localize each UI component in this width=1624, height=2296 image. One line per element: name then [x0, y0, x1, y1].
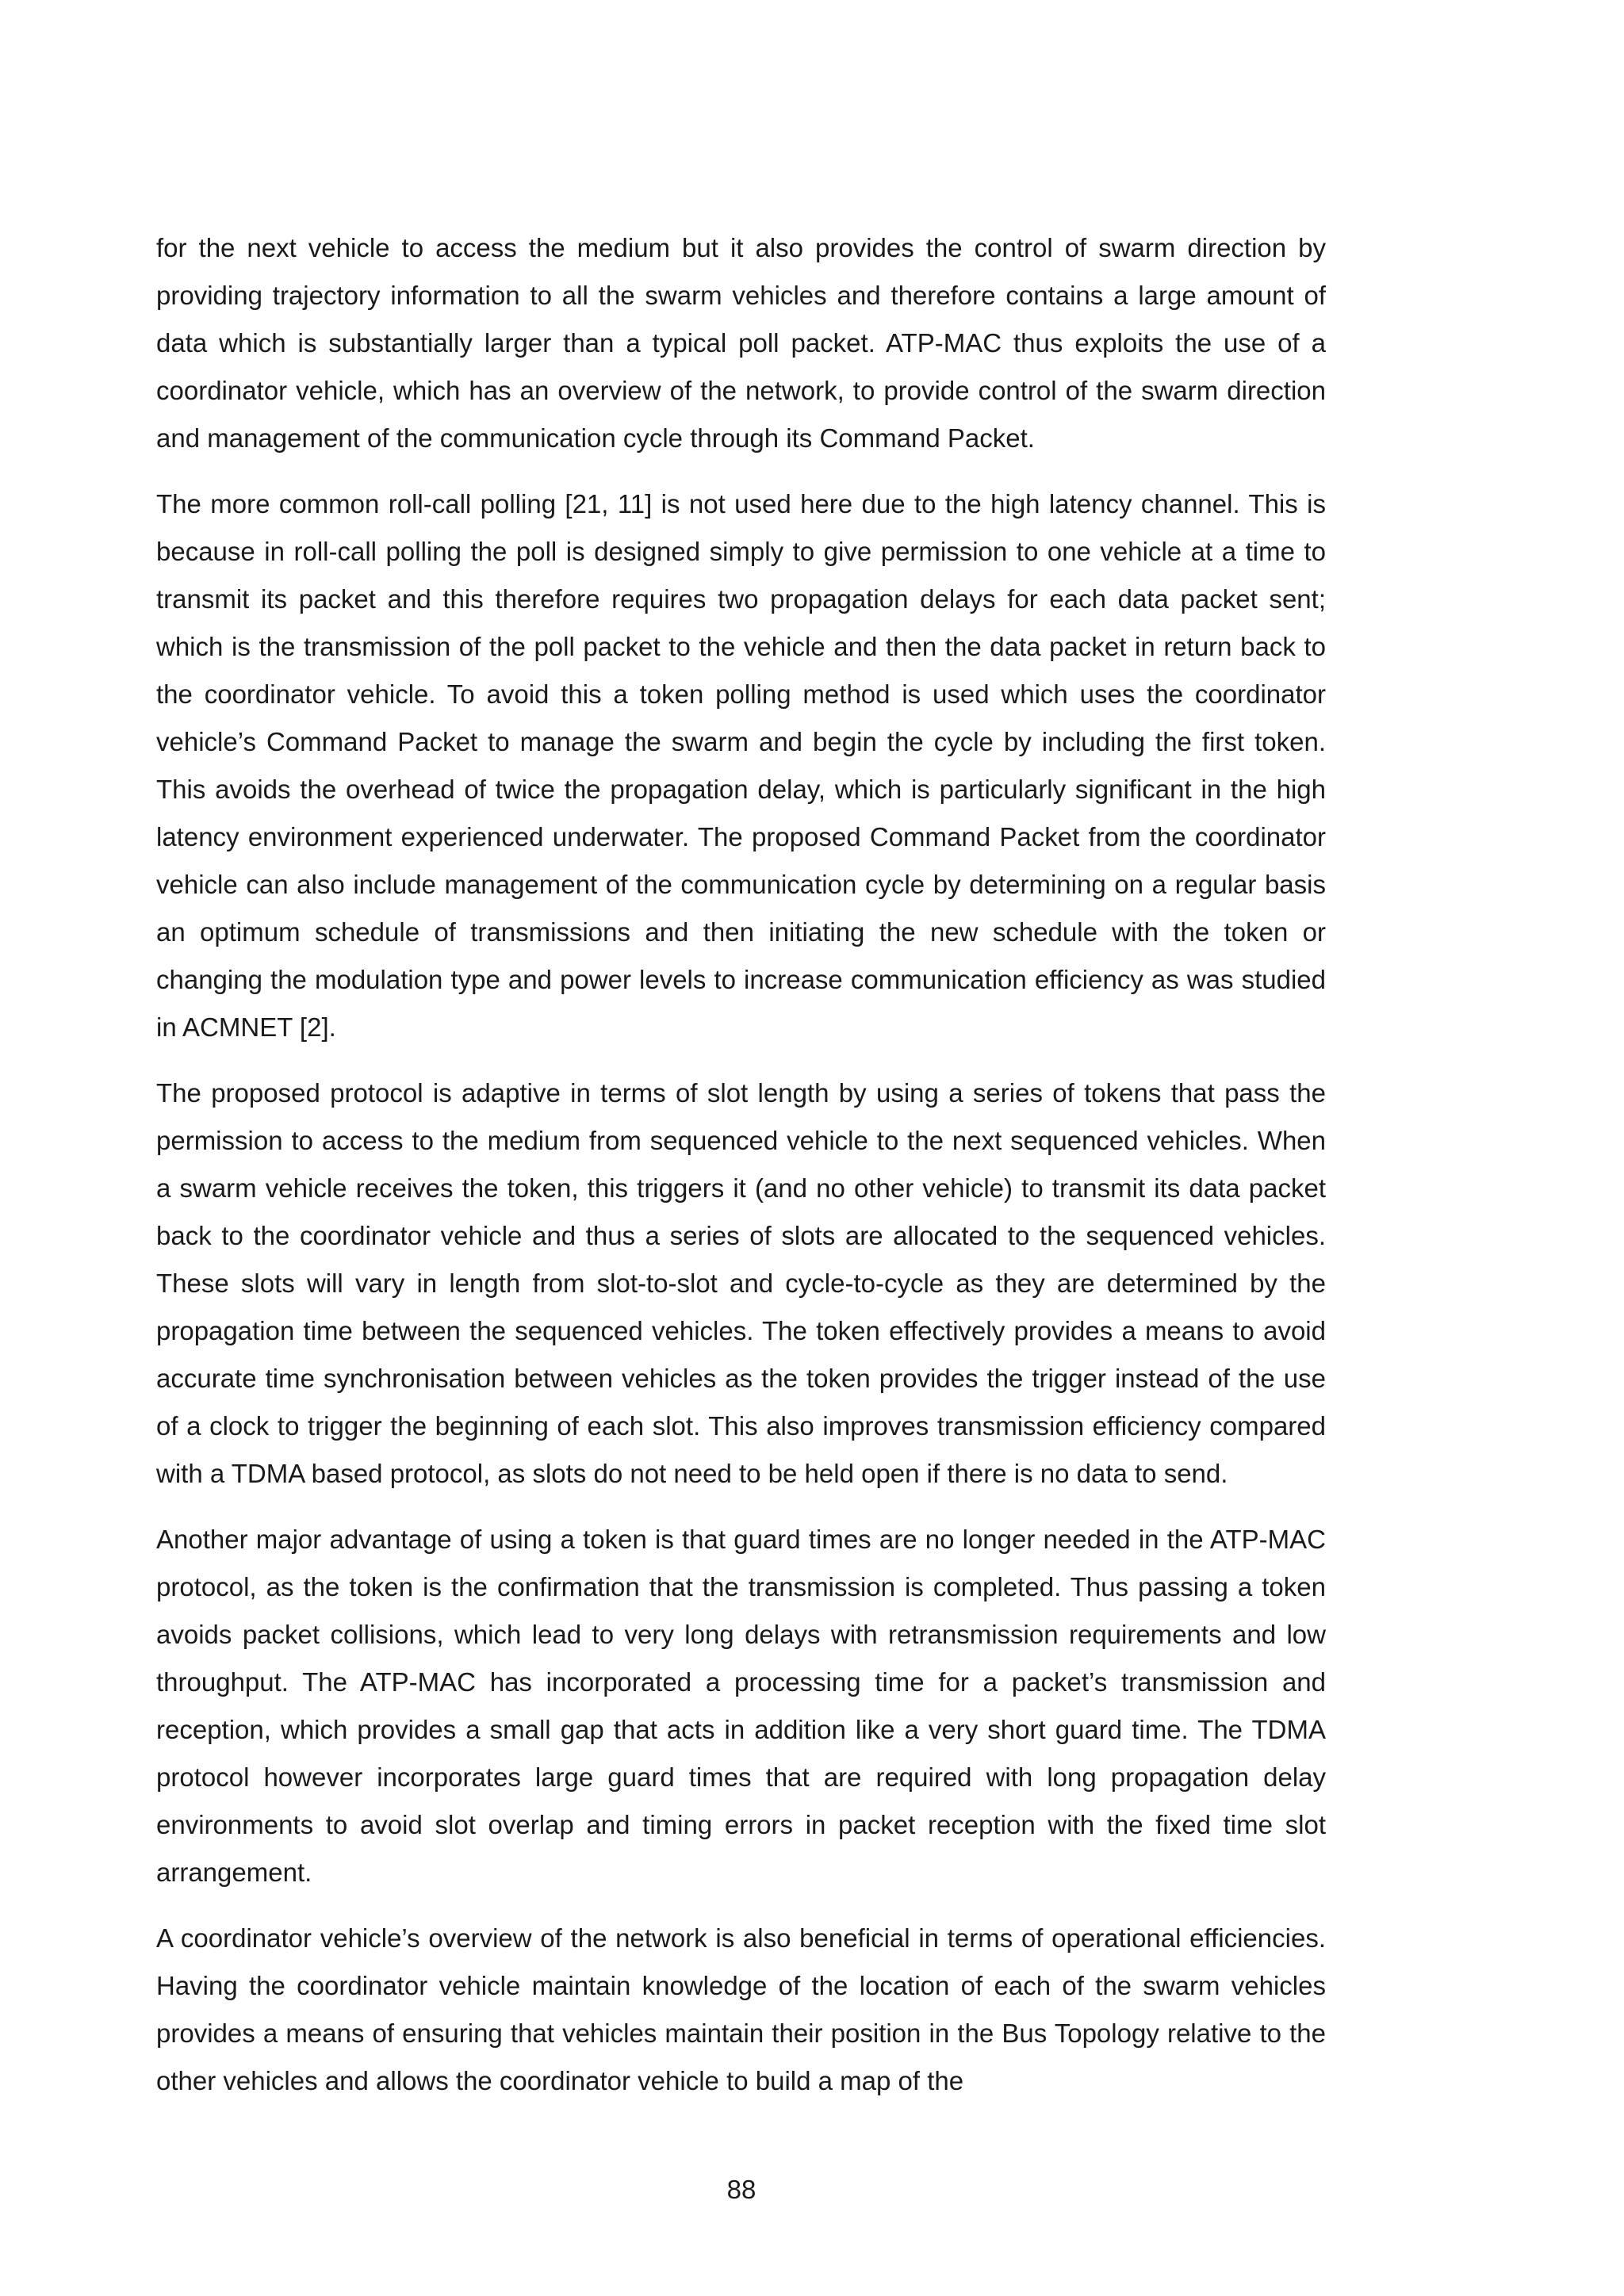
paragraph-2: The more common roll-call polling [21, 11] is not used here due to the high latency channel. This is because in roll-call polling the poll is designed simply to give permission to one vehicle at a time to transmit its packet and this therefore requires two propagation delays for each data packet sent; which is the transmission of the poll packet to the vehicle and then the data packet in return back to the coordinator vehicle. To avoid this a token polling method is used which uses the coordinator vehicle’s Command Packet to manage the swarm and begin the cycle by including the first token. This avoids the overhead of twice the propagation delay, which is particularly significant in the high latency environment experienced underwater. The proposed Command Packet from the coordinator vehicle can also include management of the communication cycle by determining on a regular basis an optimum schedule of transmissions and then initiating the new schedule with the token or changing the modulation type and power levels to increase communication efficiency as was studied in ACMNET [2].: [156, 489, 1326, 1042]
paragraph-5: A coordinator vehicle’s overview of the network is also beneficial in terms of operational efficiencies. Having the coordinator vehicle maintain knowledge of the location of each of the swarm vehicles provides a means of ensuring that vehicles maintain their position in the Bus Topology relative to the other vehicles and allows the coordinator vehicle to build a map of the: [156, 1923, 1326, 2095]
body-text: [156, 224, 1326, 2123]
paragraph-4: Another major advantage of using a token is that guard times are no longer needed in the ATP-MAC protocol, as the token is the confirmation that the transmission is completed. Thus passing a token avoids packet collisions, which lead to very long delays with retransmission requirements and low throughput. The ATP-MAC has incorporated a processing time for a packet’s transmission and reception, which provides a small gap that acts in addition like a very short guard time. The TDMA protocol however incorporates large guard times that are required with long propagation delay environments to avoid slot overlap and timing errors in packet reception with the fixed time slot arrangement.: [156, 1525, 1326, 1887]
paragraph-3: The proposed protocol is adaptive in terms of slot length by using a series of tokens that pass the permission to access to the medium from sequenced vehicle to the next sequenced vehicles. When a swarm vehicle receives the token, this triggers it (and no other vehicle) to transmit its data packet back to the coordinator vehicle and thus a series of slots are allocated to the sequenced vehicles. These slots will vary in length from slot-to-slot and cycle-to-cycle as they are determined by the propagation time between the sequenced vehicles. The token effectively provides a means to avoid accurate time synchronisation between vehicles as the token provides the trigger instead of the use of a clock to trigger the beginning of each slot. This also improves transmission efficiency compared with a TDMA based protocol, as slots do not need to be held open if there is no data to send.: [156, 1078, 1326, 1488]
paragraph-1: for the next vehicle to access the medium but it also provides the control of swarm direction by providing trajectory information to all the swarm vehicles and therefore contains a large amount of data which is substantially larger than a typical poll packet. ATP-MAC thus exploits the use of a coordinator vehicle, which has an overview of the network, to provide control of the swarm direction and management of the communication cycle through its Command Packet.: [156, 233, 1326, 453]
page-number: 88: [726, 2175, 756, 2204]
